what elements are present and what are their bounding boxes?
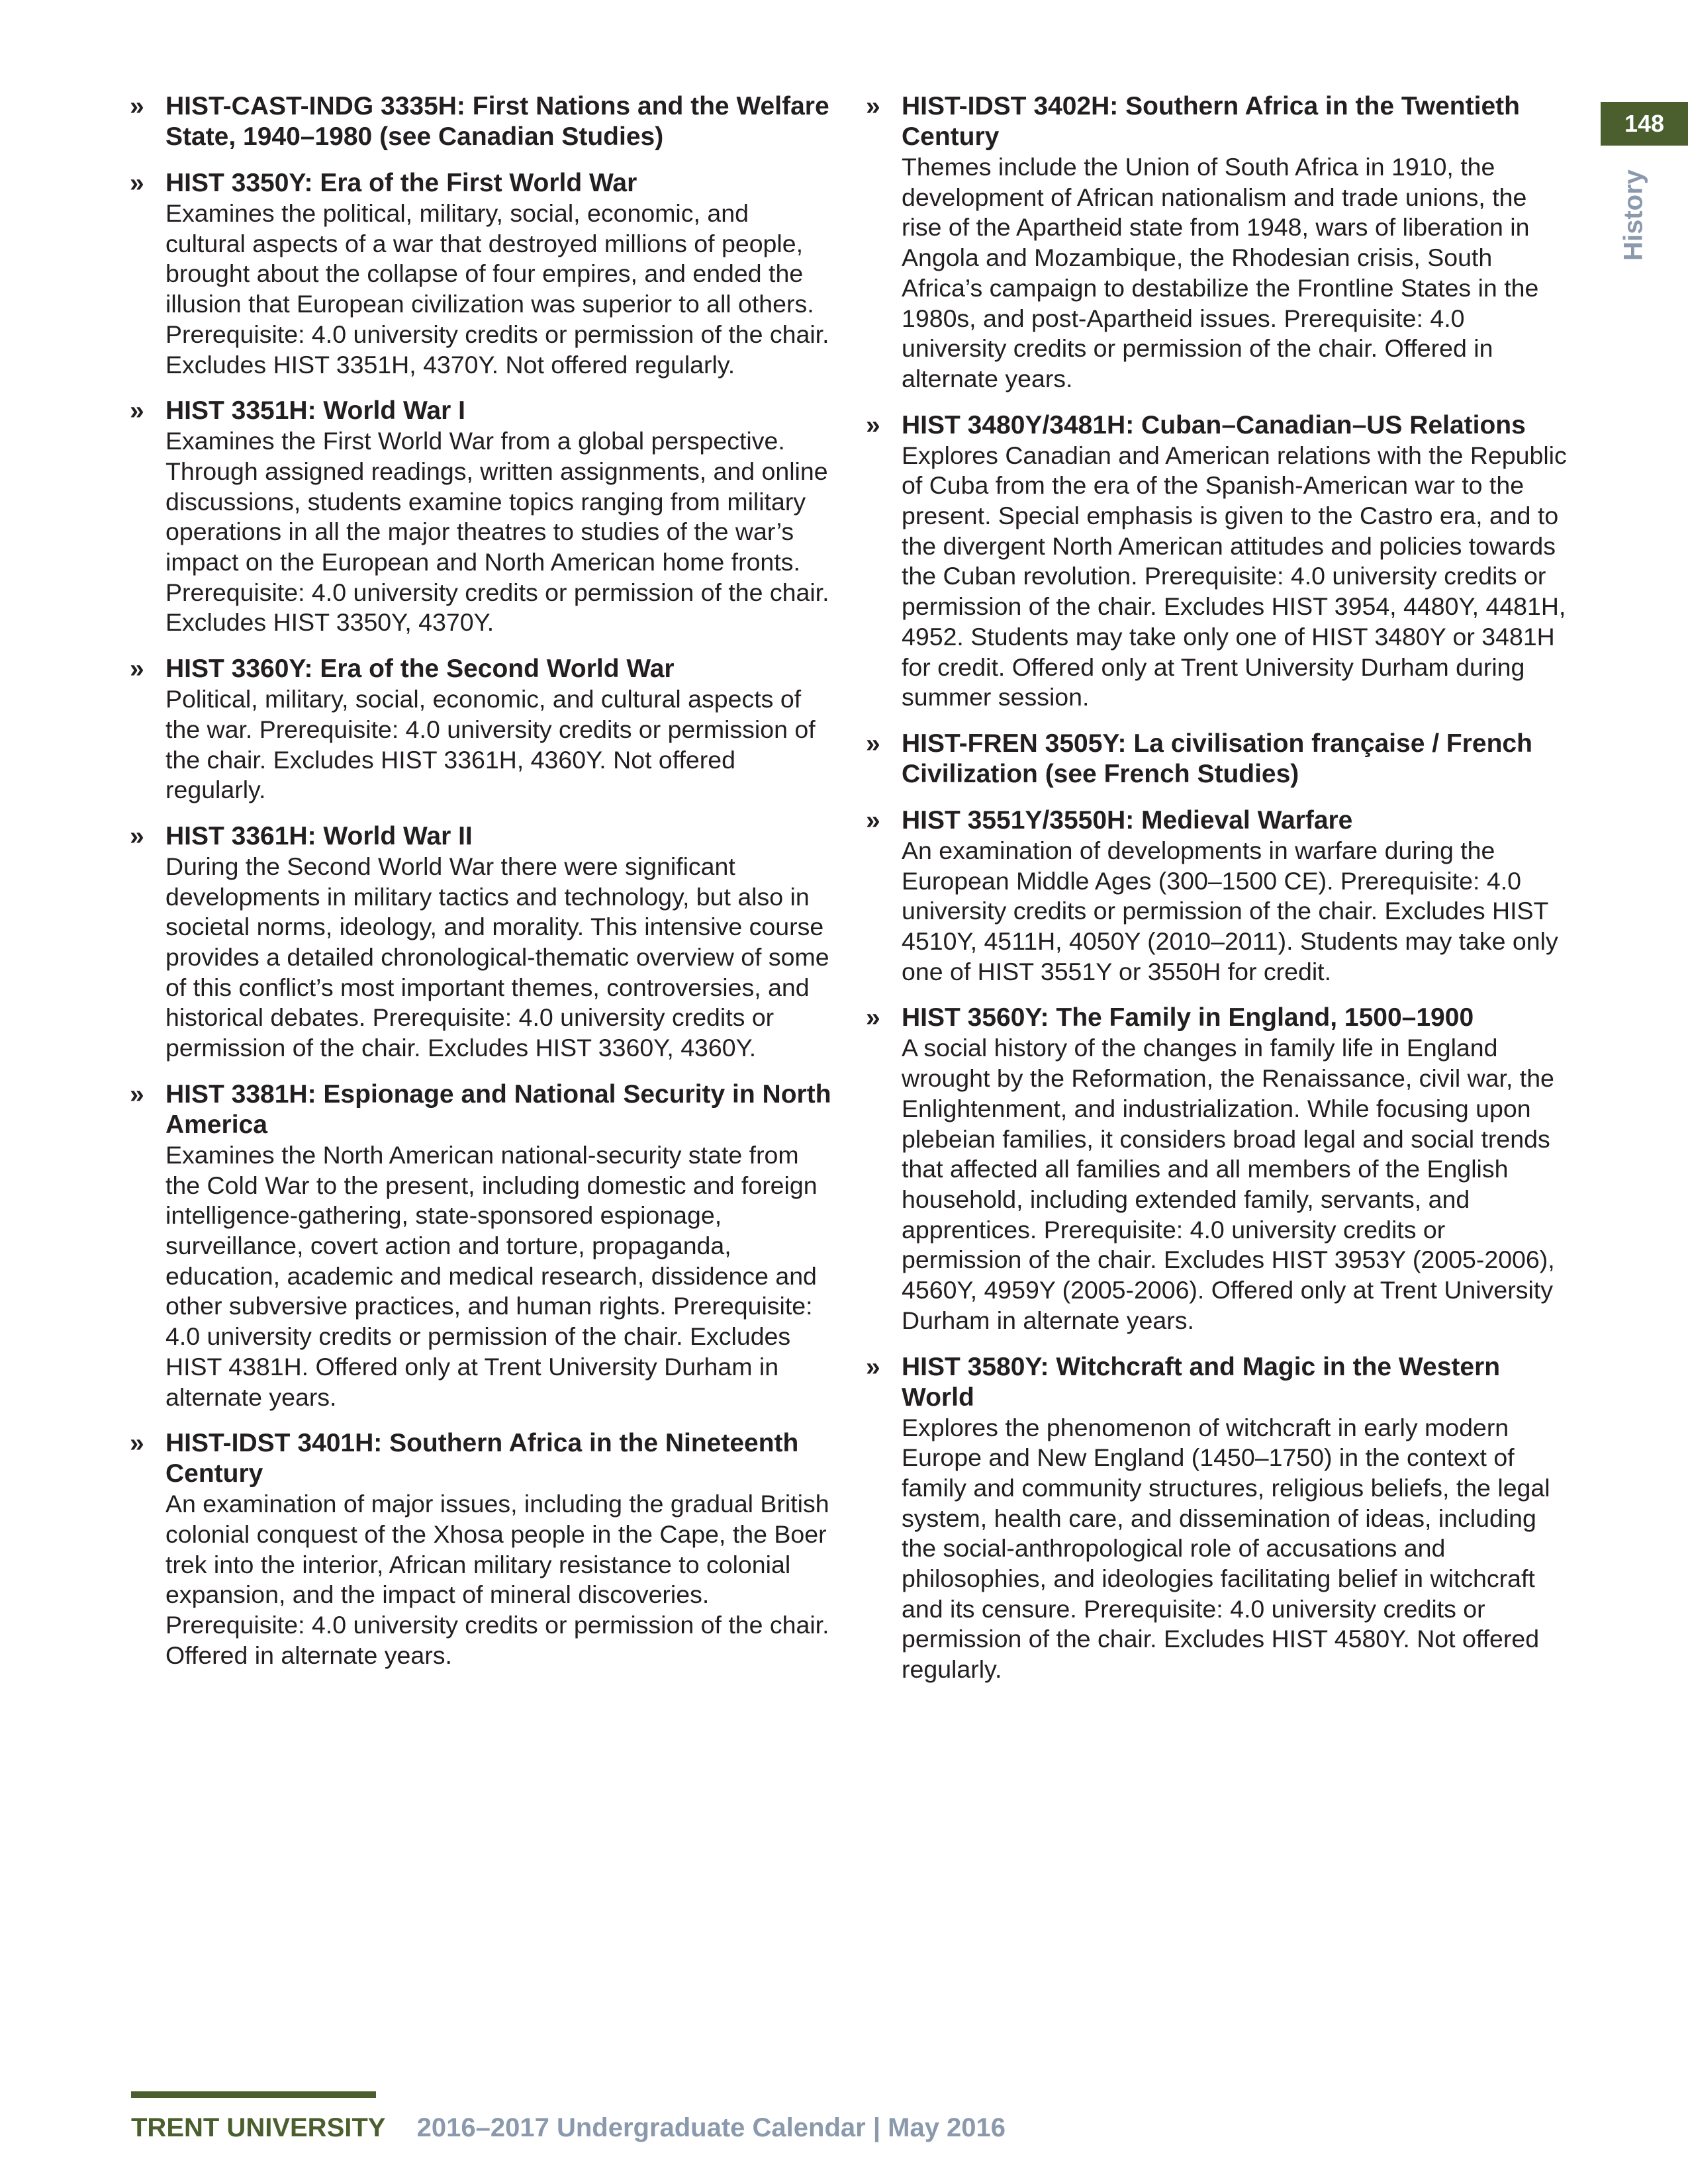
course-title: HIST-IDST 3402H: Southern Africa in the Twentieth Century <box>902 92 1520 151</box>
right-column <box>866 91 1569 1701</box>
footer-university-name: TRENT UNIVERSITY <box>131 2113 386 2142</box>
bullet-marker: » <box>866 729 880 758</box>
course-entry <box>866 410 1569 713</box>
bullet-marker: » <box>866 1352 880 1381</box>
course-entry <box>866 1352 1569 1685</box>
course-description: Examines the political, military, social, economic, and cultural aspects of a war that destroyed millions of people, brought about the collapse of four empires, and ended the illusion that European civilization was superior to all others. Prerequisite: 4.0 university credits or permission of the chair. Excludes HIST 3351H, 4370Y. Not offered regularly. <box>165 199 829 379</box>
course-title: HIST 3560Y: The Family in England, 1500–1900 <box>902 1003 1474 1032</box>
course-description: Political, military, social, economic, and cultural aspects of the war. Prerequisite: 4.0 university credits or permission of the chair. Excludes HIST 3361H, 4360Y. Not offered regularly. <box>165 685 816 804</box>
course-description: Explores the phenomenon of witchcraft in early modern Europe and New England (1450–1750) in the context of family and community structures, religious beliefs, the legal system, health care, and dissemination of ideas, including the social-anthropological role of accusations and philosophies, and ideologies facilitating belief in witchcraft and its censure. Prerequisite: 4.0 university credits or permission of the chair. Excludes HIST 4580Y. Not offered regularly. <box>902 1413 1550 1684</box>
course-title: HIST 3580Y: Witchcraft and Magic in the Western World <box>902 1352 1501 1412</box>
course-title: HIST 3360Y: Era of the Second World War <box>165 655 675 684</box>
bullet-marker: » <box>866 92 880 120</box>
course-title: HIST 3551Y/3550H: Medieval Warfare <box>902 805 1353 835</box>
left-column <box>130 91 833 1686</box>
course-entry <box>130 91 833 152</box>
course-entry <box>866 1003 1569 1336</box>
bullet-marker: » <box>130 1429 144 1458</box>
course-entry <box>866 729 1569 790</box>
course-title: HIST 3351H: World War I <box>165 396 465 426</box>
bullet-marker: » <box>130 821 144 850</box>
course-entry <box>866 91 1569 394</box>
course-entry <box>130 168 833 380</box>
course-title: HIST-CAST-INDG 3335H: First Nations and the Welfare State, 1940–1980 (see Canadian Studies) <box>165 92 829 151</box>
course-entry <box>130 654 833 805</box>
bullet-marker: » <box>130 396 144 426</box>
bullet-marker: » <box>866 1003 880 1032</box>
course-title: HIST 3350Y: Era of the First World War <box>165 169 637 197</box>
bullet-marker: » <box>130 169 144 197</box>
bullet-marker: » <box>866 410 880 439</box>
course-entry <box>130 396 833 638</box>
course-description: An examination of major issues, including the gradual British colonial conquest of the Xhosa people in the Cape, the Boer trek into the interior, African military resistance to colonial expansion, and the impact of mineral discoveries. Prerequisite: 4.0 university credits or permission of the chair. Offered in alternate years. <box>165 1490 829 1669</box>
page-number-badge: 148 <box>1601 102 1688 146</box>
bullet-marker: » <box>130 92 144 120</box>
footer-calendar-title: 2016–2017 Undergraduate Calendar | May 2016 <box>416 2113 1006 2142</box>
section-side-label: History <box>1618 169 1648 261</box>
course-description: Themes include the Union of South Africa in 1910, the development of African nationalism and trade unions, the rise of the Apartheid state from 1948, wars of liberation in Angola and Mozambique, the Rhodesian crisis, South Africa’s campaign to destabilize the Frontline States in the 1980s, and post-Apartheid issues. Prerequisite: 4.0 university credits or permission of the chair. Offered in alternate years. <box>902 153 1539 392</box>
course-title: HIST-FREN 3505Y: La civilisation française / French Civilization (see French Studies) <box>902 729 1532 788</box>
course-title: HIST 3381H: Espionage and National Security in North America <box>165 1079 831 1139</box>
bullet-marker: » <box>130 1079 144 1109</box>
course-description: Examines the First World War from a global perspective. Through assigned readings, written assignments, and online discussions, students examine topics ranging from military operations in all the major theatres to studies of the war’s impact on the European and North American home fronts. Prerequisite: 4.0 university credits or permission of the chair. Excludes HIST 3350Y, 4370Y. <box>165 427 829 637</box>
footer <box>131 2111 1006 2144</box>
course-entry <box>866 805 1569 987</box>
course-title: HIST 3361H: World War II <box>165 821 473 850</box>
course-description: Examines the North American national-security state from the Cold War to the present, including domestic and foreign intelligence-gathering, state-sponsored espionage, surveillance, covert action and torture, propaganda, education, academic and medical research, dissidence and other subversive practices, and human rights. Prerequisite: 4.0 university credits or permission of the chair. Excludes HIST 4381H. Offered only at Trent University Durham in alternate years. <box>165 1140 818 1411</box>
bullet-marker: » <box>866 805 880 835</box>
course-entry <box>130 1428 833 1670</box>
bullet-marker: » <box>130 655 144 684</box>
course-description: A social history of the changes in family life in England wrought by the Reformation, the Renaissance, civil war, the Enlightenment, and industrialization. While focusing upon plebeian families, it considers broad legal and social trends that affected all families and all members of the English household, including extended family, servants, and apprentices. Prerequisite: 4.0 university credits or permission of the chair. Excludes HIST 3953Y (2005-2006), 4560Y, 4959Y (2005-2006). Offered only at Trent University Durham in alternate years. <box>902 1034 1555 1334</box>
course-description: Explores Canadian and American relations with the Republic of Cuba from the era of the Spanish-American war to the present. Special emphasis is given to the Castro era, and to the divergent North American attitudes and policies towards the Cuban revolution. Prerequisite: 4.0 university credits or permission of the chair. Excludes HIST 3954, 4480Y, 4481H, 4952. Students may take only one of HIST 3480Y or 3481H for credit. Offered only at Trent University Durham during summer session. <box>902 441 1567 711</box>
footer-rule <box>131 2091 376 2098</box>
course-description: An examination of developments in warfare during the European Middle Ages (300–1500 CE). Prerequisite: 4.0 university credits or permission of the chair. Excludes HIST 4510Y, 4511H, 4050Y (2010–2011). Students may take only one of HIST 3551Y or 3550H for credit. <box>902 836 1558 985</box>
course-description: During the Second World War there were significant developments in military tactics and technology, but also in societal norms, ideology, and morality. This intensive course provides a detailed chronological-thematic overview of some of this conflict’s most important themes, controversies, and historical debates. Prerequisite: 4.0 university credits or permission of the chair. Excludes HIST 3360Y, 4360Y. <box>165 852 829 1062</box>
course-entry <box>130 1079 833 1412</box>
course-entry <box>130 821 833 1064</box>
course-title: HIST 3480Y/3481H: Cuban–Canadian–US Relations <box>902 410 1526 439</box>
course-title: HIST-IDST 3401H: Southern Africa in the Nineteenth Century <box>165 1429 799 1488</box>
